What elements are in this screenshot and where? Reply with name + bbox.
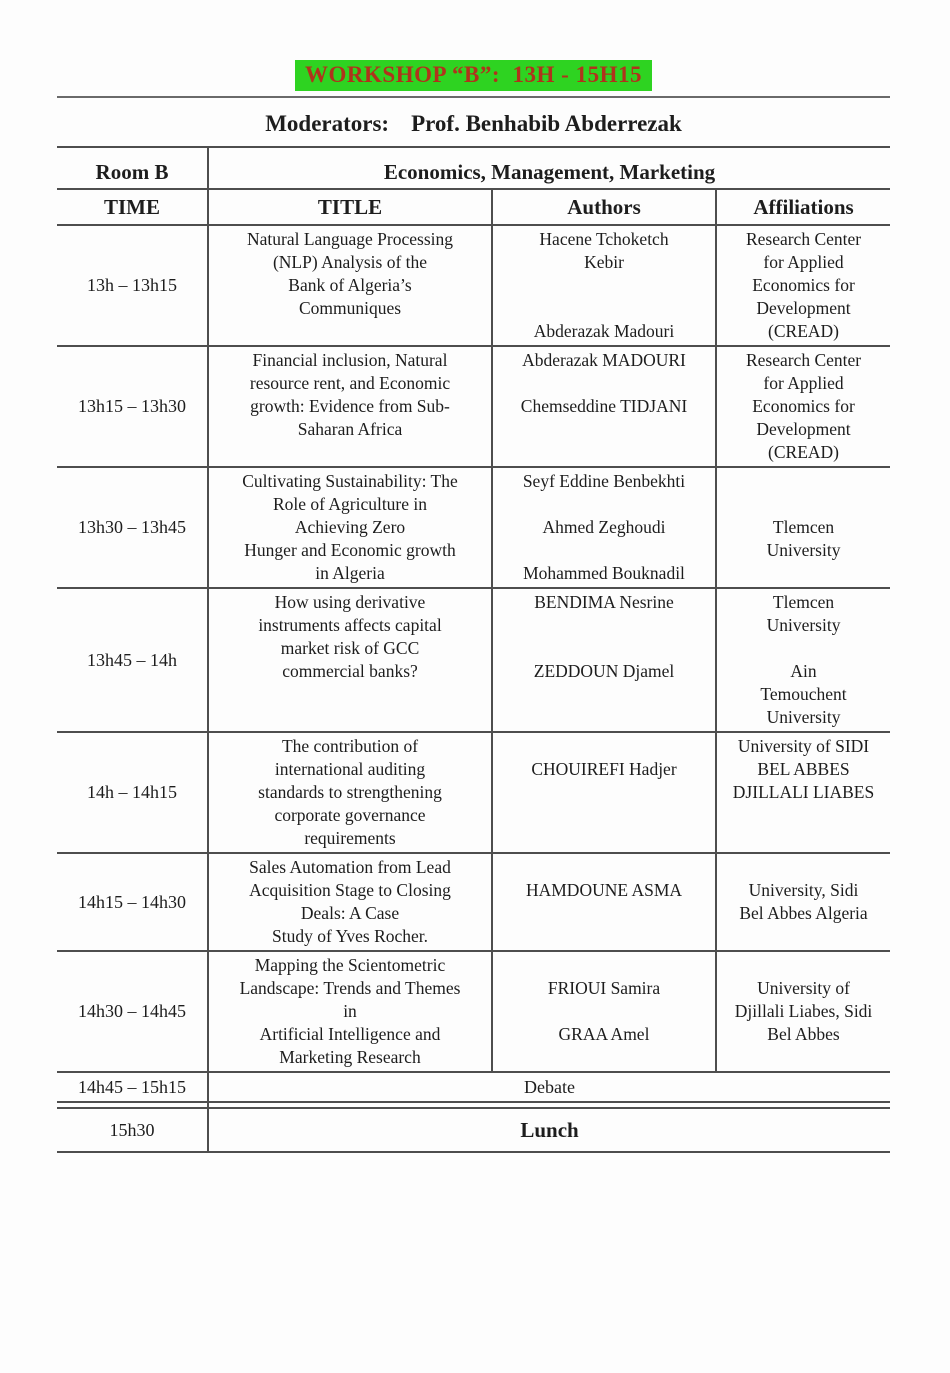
session-row — [57, 225, 890, 346]
moderators-label: Moderators: — [265, 111, 390, 136]
moderators-line — [57, 111, 890, 137]
session-row — [57, 588, 890, 732]
room-cell: Room B — [57, 147, 208, 189]
debate-time: 14h45 – 15h15 — [57, 1072, 208, 1102]
session-affiliations: Research Center for Applied Economics for Development (CREAD) — [716, 346, 890, 467]
session-time: 13h30 – 13h45 — [57, 467, 208, 588]
session-row — [57, 467, 890, 588]
track-cell: Economics, Management, Marketing — [208, 147, 890, 189]
session-affiliations: University of SIDI BEL ABBES DJILLALI LIABES — [716, 732, 890, 853]
workshop-title: WORKSHOP “B”: 13H - 15H15 — [295, 60, 652, 91]
session-title: How using derivative instruments affects capital market risk of GCC commercial banks? — [208, 588, 492, 732]
session-time: 13h – 13h15 — [57, 225, 208, 346]
session-row — [57, 732, 890, 853]
col-header-authors: Authors — [492, 189, 716, 225]
col-header-time: TIME — [57, 189, 208, 225]
session-row — [57, 346, 890, 467]
session-time: 13h45 – 14h — [57, 588, 208, 732]
lunch-time: 15h30 — [57, 1108, 208, 1152]
debate-row — [57, 1072, 890, 1102]
debate-label: Debate — [208, 1072, 890, 1102]
session-title: Financial inclusion, Natural resource rent, and Economic growth: Evidence from Sub- Saharan Africa — [208, 346, 492, 467]
session-affiliations: Tlemcen University Ain Temouchent University — [716, 588, 890, 732]
col-header-title: TITLE — [208, 189, 492, 225]
session-rows — [57, 225, 890, 1072]
session-authors: Hacene Tchoketch Kebir Abderazak Madouri — [492, 225, 716, 346]
session-affiliations: University of Djillali Liabes, Sidi Bel Abbes — [716, 951, 890, 1072]
session-authors: BENDIMA Nesrine ZEDDOUN Djamel — [492, 588, 716, 732]
session-row — [57, 853, 890, 951]
session-row — [57, 951, 890, 1072]
session-time: 13h15 – 13h30 — [57, 346, 208, 467]
session-title: The contribution of international auditing standards to strengthening corporate governance requirements — [208, 732, 492, 853]
session-time: 14h15 – 14h30 — [57, 853, 208, 951]
table-header-columns-row — [57, 189, 890, 225]
session-affiliations: Research Center for Applied Economics for Development (CREAD) — [716, 225, 890, 346]
session-authors: Seyf Eddine Benbekhti Ahmed Zeghoudi Mohammed Bouknadil — [492, 467, 716, 588]
session-authors: HAMDOUNE ASMA — [492, 853, 716, 951]
session-authors: FRIOUI Samira GRAA Amel — [492, 951, 716, 1072]
session-affiliations: University, Sidi Bel Abbes Algeria — [716, 853, 890, 951]
session-time: 14h – 14h15 — [57, 732, 208, 853]
title-divider — [57, 96, 890, 98]
session-title: Mapping the Scientometric Landscape: Trends and Themes in Artificial Intelligence and Marketing Research — [208, 951, 492, 1072]
moderators-name: Prof. Benhabib Abderrezak — [411, 111, 682, 136]
session-time: 14h30 – 14h45 — [57, 951, 208, 1072]
col-header-affiliations: Affiliations — [716, 189, 890, 225]
table-header-room-row — [57, 147, 890, 189]
session-title: Cultivating Sustainability: The Role of Agriculture in Achieving Zero Hunger and Economic growth in Algeria — [208, 467, 492, 588]
session-affiliations: Tlemcen University — [716, 467, 890, 588]
session-authors: Abderazak MADOURI Chemseddine TIDJANI — [492, 346, 716, 467]
lunch-label: Lunch — [208, 1108, 890, 1152]
session-authors: CHOUIREFI Hadjer — [492, 732, 716, 853]
session-title: Sales Automation from Lead Acquisition Stage to Closing Deals: A Case Study of Yves Rocher. — [208, 853, 492, 951]
lunch-row — [57, 1108, 890, 1152]
session-title: Natural Language Processing (NLP) Analysis of the Bank of Algeria’s Communiques — [208, 225, 492, 346]
schedule-table — [57, 146, 890, 1153]
